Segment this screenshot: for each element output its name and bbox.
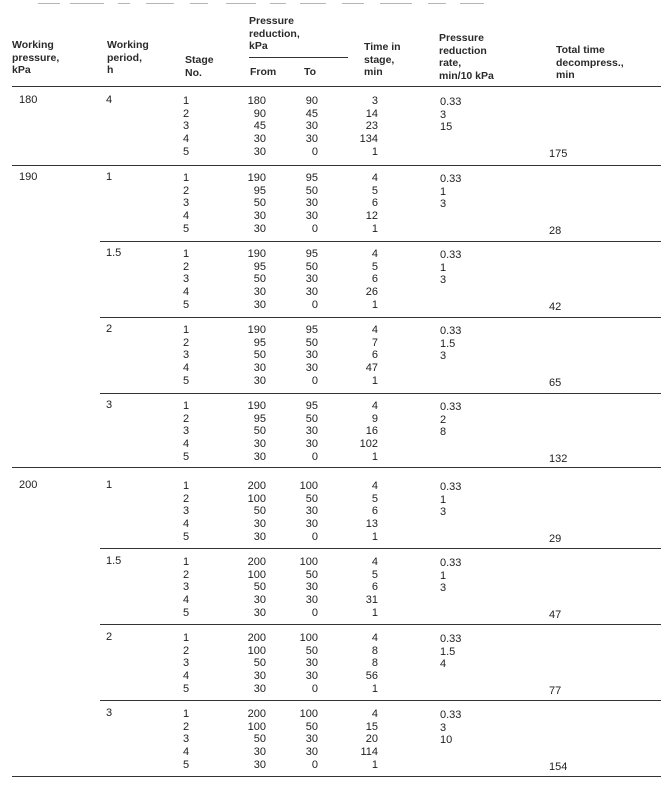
time-cell: 15 — [365, 720, 378, 733]
to-cell: 0 — [311, 450, 318, 463]
from-cell: 30 — [253, 374, 266, 387]
total-time-cell: 42 — [549, 301, 562, 313]
time-cell: 6 — [371, 349, 378, 362]
rate-cell: 3 — [440, 108, 447, 121]
to-cell: 45 — [305, 107, 318, 120]
header-stage-no — [185, 54, 245, 79]
to-cell: 95 — [305, 400, 318, 412]
from-cell: 30 — [253, 222, 266, 235]
to-cell: 30 — [305, 438, 318, 451]
from-cell: 100 — [247, 492, 266, 505]
section-rule — [100, 548, 661, 549]
header-pressure-reduction — [249, 15, 349, 53]
working-period-cell: 1 — [106, 171, 113, 183]
header-line: Working — [107, 39, 149, 51]
rate-cell: 1 — [440, 569, 447, 582]
section-rule — [100, 317, 661, 318]
to-cell: 30 — [305, 746, 318, 759]
scan-specks — [0, 0, 671, 6]
from-cell: 30 — [253, 518, 266, 531]
to-cell: 100 — [299, 480, 318, 492]
time-cell: 5 — [371, 184, 378, 197]
to-cell: 0 — [311, 298, 318, 311]
to-cell: 0 — [311, 758, 318, 771]
time-cell: 114 — [360, 746, 378, 759]
rate-cell: 0.33 — [440, 709, 462, 721]
stage-cell: 3 — [183, 349, 190, 362]
header-line: kPa — [12, 64, 31, 76]
stage-cell: 2 — [183, 644, 190, 657]
header-line: Working — [12, 39, 54, 51]
from-cell: 50 — [253, 733, 266, 746]
from-cell: 30 — [253, 530, 266, 543]
from-cell: 95 — [253, 412, 266, 425]
time-cell: 5 — [371, 260, 378, 273]
to-cell: 0 — [311, 222, 318, 235]
rate-cell: 1.5 — [440, 645, 456, 658]
to-cell: 50 — [305, 492, 318, 505]
time-cell: 7 — [371, 336, 378, 349]
rate-cell: 0.33 — [440, 173, 462, 185]
from-cell: 30 — [253, 450, 266, 463]
time-cell: 16 — [365, 425, 378, 438]
stage-cell: 2 — [183, 107, 190, 120]
from-cell: 100 — [247, 720, 266, 733]
stage-cell: 5 — [183, 450, 190, 463]
to-cell: 0 — [311, 682, 318, 695]
working-pressure-cell: 200 — [19, 479, 38, 491]
from-cell: 30 — [253, 670, 266, 683]
rate-cell: 3 — [440, 582, 447, 595]
to-cell: 30 — [305, 657, 318, 670]
time-cell: 134 — [359, 133, 378, 146]
stage-cell: 4 — [183, 746, 190, 759]
to-cell: 30 — [305, 733, 318, 746]
working-period-cell: 3 — [106, 707, 113, 719]
rate-cell: 3 — [440, 198, 447, 211]
to-cell: 50 — [305, 720, 318, 733]
time-cell: 1 — [371, 758, 378, 771]
from-cell: 180 — [247, 95, 266, 107]
header-working-period — [107, 39, 177, 77]
total-time-cell: 132 — [549, 453, 568, 465]
from-cell: 30 — [253, 682, 266, 695]
from-cell: 95 — [253, 260, 266, 273]
rate-cell: 4 — [440, 658, 447, 671]
to-cell: 50 — [305, 568, 318, 581]
from-cell: 200 — [247, 632, 266, 644]
stage-cell: 1 — [183, 324, 190, 336]
header-line: reduction, — [249, 27, 300, 40]
header-bottom-rule — [12, 86, 661, 87]
header-from: From — [250, 66, 277, 78]
from-cell: 95 — [253, 184, 266, 197]
stage-cell: 4 — [183, 594, 190, 607]
stage-cell: 2 — [183, 568, 190, 581]
stage-cell: 5 — [183, 374, 190, 387]
to-cell: 30 — [305, 670, 318, 683]
time-cell: 9 — [371, 412, 378, 425]
rate-cell: 0.33 — [440, 481, 462, 493]
rate-cell: 1 — [440, 261, 447, 274]
to-cell: 30 — [305, 210, 318, 223]
time-cell: 1 — [371, 682, 378, 695]
from-cell: 50 — [253, 425, 266, 438]
header-line: Pressure — [439, 32, 484, 44]
total-time-cell: 77 — [549, 685, 562, 697]
from-cell: 50 — [253, 273, 266, 286]
time-cell: 4 — [371, 708, 378, 720]
stage-cell: 4 — [183, 210, 190, 223]
to-cell: 30 — [305, 362, 318, 375]
from-cell: 50 — [253, 349, 266, 362]
from-cell: 190 — [247, 324, 266, 336]
working-period-cell: 4 — [106, 94, 113, 106]
to-cell: 50 — [305, 644, 318, 657]
rate-cell: 1.5 — [440, 337, 456, 350]
from-cell: 190 — [247, 172, 266, 184]
to-cell: 30 — [305, 505, 318, 518]
time-cell: 4 — [371, 632, 378, 644]
to-cell: 30 — [305, 133, 318, 146]
rate-cell: 0.33 — [440, 249, 462, 261]
working-period-cell: 2 — [106, 323, 113, 335]
header-working-pressure — [12, 39, 92, 77]
time-cell: 47 — [365, 362, 378, 375]
header-line: No. — [185, 66, 202, 79]
to-cell: 0 — [311, 374, 318, 387]
from-cell: 200 — [247, 708, 266, 720]
time-cell: 13 — [365, 518, 378, 531]
header-line: Stage — [185, 54, 214, 66]
from-cell: 30 — [253, 210, 266, 223]
to-cell: 50 — [305, 412, 318, 425]
stage-cell: 3 — [183, 425, 190, 438]
time-cell: 1 — [371, 222, 378, 235]
time-cell: 1 — [371, 450, 378, 463]
stage-cell: 3 — [183, 505, 190, 518]
to-cell: 30 — [305, 349, 318, 362]
stage-cell: 3 — [183, 581, 190, 594]
stage-cell: 2 — [183, 336, 190, 349]
stage-cell: 1 — [183, 708, 190, 720]
from-cell: 100 — [247, 568, 266, 581]
from-cell: 200 — [247, 556, 266, 568]
stage-cell: 4 — [183, 438, 190, 451]
header-line: Total time — [556, 44, 605, 56]
stage-cell: 1 — [183, 556, 190, 568]
time-cell: 56 — [365, 670, 378, 683]
stage-cell: 4 — [183, 133, 190, 146]
to-cell: 100 — [299, 632, 318, 644]
from-cell: 50 — [253, 505, 266, 518]
stage-cell: 5 — [183, 222, 190, 235]
time-cell: 6 — [371, 505, 378, 518]
to-cell: 95 — [305, 324, 318, 336]
from-cell: 30 — [253, 298, 266, 311]
header-line: min/10 kPa — [439, 69, 494, 82]
from-cell: 30 — [253, 133, 266, 146]
rate-cell: 0.33 — [440, 96, 462, 108]
to-cell: 50 — [305, 184, 318, 197]
from-cell: 30 — [253, 286, 266, 299]
header-line: rate, — [439, 57, 462, 69]
working-period-cell: 3 — [106, 399, 113, 411]
from-cell: 30 — [253, 145, 266, 158]
rate-cell: 1 — [440, 185, 447, 198]
stage-cell: 5 — [183, 758, 190, 771]
time-cell: 6 — [371, 581, 378, 594]
header-line: kPa — [249, 40, 268, 52]
from-cell: 50 — [253, 581, 266, 594]
time-cell: 4 — [371, 556, 378, 568]
header-line: h — [107, 64, 114, 76]
time-cell: 1 — [371, 530, 378, 543]
to-cell: 0 — [311, 530, 318, 543]
to-cell: 30 — [305, 581, 318, 594]
time-cell: 4 — [371, 480, 378, 492]
section-rule — [100, 241, 661, 242]
from-cell: 190 — [247, 248, 266, 260]
from-to-rule — [249, 57, 348, 58]
total-time-cell: 154 — [549, 761, 568, 773]
to-cell: 100 — [299, 556, 318, 568]
time-cell: 102 — [359, 438, 378, 451]
header-total-time — [556, 44, 656, 82]
stage-cell: 4 — [183, 670, 190, 683]
stage-cell: 2 — [183, 492, 190, 505]
time-cell: 31 — [365, 594, 378, 607]
section-rule — [12, 165, 661, 166]
header-line: stage, — [364, 53, 395, 66]
rate-cell: 15 — [440, 121, 453, 134]
section-rule — [100, 393, 661, 394]
stage-cell: 3 — [183, 273, 190, 286]
to-cell: 95 — [305, 172, 318, 184]
from-cell: 30 — [253, 362, 266, 375]
header-line: pressure, — [12, 51, 60, 64]
to-cell: 95 — [305, 248, 318, 260]
rate-cell: 0.33 — [440, 325, 462, 337]
header-line: reduction — [439, 44, 487, 57]
rate-cell: 0.33 — [440, 557, 462, 569]
to-cell: 30 — [305, 594, 318, 607]
time-cell: 1 — [371, 298, 378, 311]
to-cell: 30 — [305, 273, 318, 286]
to-cell: 50 — [305, 336, 318, 349]
table-bottom-rule — [12, 776, 661, 777]
rate-cell: 0.33 — [440, 401, 462, 413]
from-cell: 200 — [247, 480, 266, 492]
working-period-cell: 2 — [106, 631, 113, 643]
from-cell: 45 — [253, 120, 266, 133]
rate-cell: 3 — [440, 274, 447, 287]
stage-cell: 5 — [183, 298, 190, 311]
from-cell: 30 — [253, 594, 266, 607]
time-cell: 5 — [371, 492, 378, 505]
total-time-cell: 28 — [549, 225, 562, 237]
time-cell: 4 — [371, 172, 378, 184]
to-cell: 50 — [305, 260, 318, 273]
from-cell: 50 — [253, 657, 266, 670]
stage-cell: 2 — [183, 720, 190, 733]
stage-cell: 3 — [183, 733, 190, 746]
total-time-cell: 175 — [549, 148, 568, 160]
to-cell: 30 — [305, 120, 318, 133]
to-cell: 0 — [311, 606, 318, 619]
section-rule — [12, 467, 661, 468]
working-period-cell: 1.5 — [106, 555, 122, 567]
time-cell: 20 — [365, 733, 378, 746]
time-cell: 26 — [365, 286, 378, 299]
rate-cell: 8 — [440, 426, 447, 439]
header-line: min — [556, 69, 575, 81]
working-pressure-cell: 180 — [19, 94, 38, 106]
time-cell: 6 — [371, 273, 378, 286]
to-cell: 0 — [311, 145, 318, 158]
working-period-cell: 1.5 — [106, 247, 122, 259]
time-cell: 1 — [371, 145, 378, 158]
stage-cell: 1 — [183, 480, 190, 492]
rate-cell: 3 — [440, 350, 447, 363]
time-cell: 4 — [371, 400, 378, 412]
header-line: Pressure — [249, 15, 294, 27]
from-cell: 90 — [253, 107, 266, 120]
rate-cell: 2 — [440, 413, 447, 426]
time-cell: 6 — [371, 197, 378, 210]
stage-cell: 2 — [183, 184, 190, 197]
header-line: decompress., — [556, 56, 624, 69]
stage-cell: 2 — [183, 260, 190, 273]
time-cell: 4 — [371, 248, 378, 260]
to-cell: 30 — [305, 286, 318, 299]
to-cell: 30 — [305, 518, 318, 531]
header-reduction-rate — [439, 32, 529, 82]
time-cell: 8 — [371, 657, 378, 670]
working-pressure-cell: 190 — [19, 171, 38, 183]
stage-cell: 4 — [183, 518, 190, 531]
rate-cell: 1 — [440, 493, 447, 506]
rate-cell: 3 — [440, 506, 447, 519]
time-cell: 1 — [371, 374, 378, 387]
from-cell: 50 — [253, 197, 266, 210]
from-cell: 100 — [247, 644, 266, 657]
stage-cell: 3 — [183, 120, 190, 133]
section-rule — [100, 624, 661, 625]
header-time-in-stage — [364, 41, 434, 79]
from-cell: 30 — [253, 606, 266, 619]
stage-cell: 1 — [183, 400, 190, 412]
rate-cell: 0.33 — [440, 633, 462, 645]
working-period-cell: 1 — [106, 479, 113, 491]
from-cell: 95 — [253, 336, 266, 349]
stage-cell: 3 — [183, 657, 190, 670]
stage-cell: 5 — [183, 606, 190, 619]
stage-cell: 5 — [183, 145, 190, 158]
stage-cell: 5 — [183, 530, 190, 543]
stage-cell: 1 — [183, 632, 190, 644]
header-to: To — [304, 66, 317, 78]
from-cell: 30 — [253, 746, 266, 759]
time-cell: 1 — [371, 606, 378, 619]
to-cell: 90 — [305, 95, 318, 107]
stage-cell: 1 — [183, 95, 190, 107]
from-cell: 190 — [247, 400, 266, 412]
stage-cell: 2 — [183, 412, 190, 425]
to-cell: 30 — [305, 197, 318, 210]
from-cell: 30 — [253, 758, 266, 771]
stage-cell: 3 — [183, 197, 190, 210]
section-rule — [100, 700, 661, 701]
total-time-cell: 29 — [549, 533, 562, 545]
to-cell: 100 — [299, 708, 318, 720]
stage-cell: 4 — [183, 286, 190, 299]
time-cell: 12 — [365, 210, 378, 223]
stage-cell: 4 — [183, 362, 190, 375]
time-cell: 4 — [371, 324, 378, 336]
header-line: min — [364, 66, 383, 78]
stage-cell: 1 — [183, 248, 190, 260]
to-cell: 30 — [305, 425, 318, 438]
total-time-cell: 47 — [549, 609, 562, 621]
time-cell: 23 — [365, 120, 378, 133]
time-cell: 3 — [371, 95, 378, 107]
header-line: Time in — [364, 41, 401, 53]
time-cell: 14 — [365, 107, 378, 120]
rate-cell: 3 — [440, 721, 447, 734]
header-line: period, — [107, 51, 143, 64]
stage-cell: 1 — [183, 172, 190, 184]
rate-cell: 10 — [440, 734, 453, 747]
from-cell: 30 — [253, 438, 266, 451]
time-cell: 5 — [371, 568, 378, 581]
stage-cell: 5 — [183, 682, 190, 695]
time-cell: 8 — [371, 644, 378, 657]
total-time-cell: 65 — [549, 377, 562, 389]
